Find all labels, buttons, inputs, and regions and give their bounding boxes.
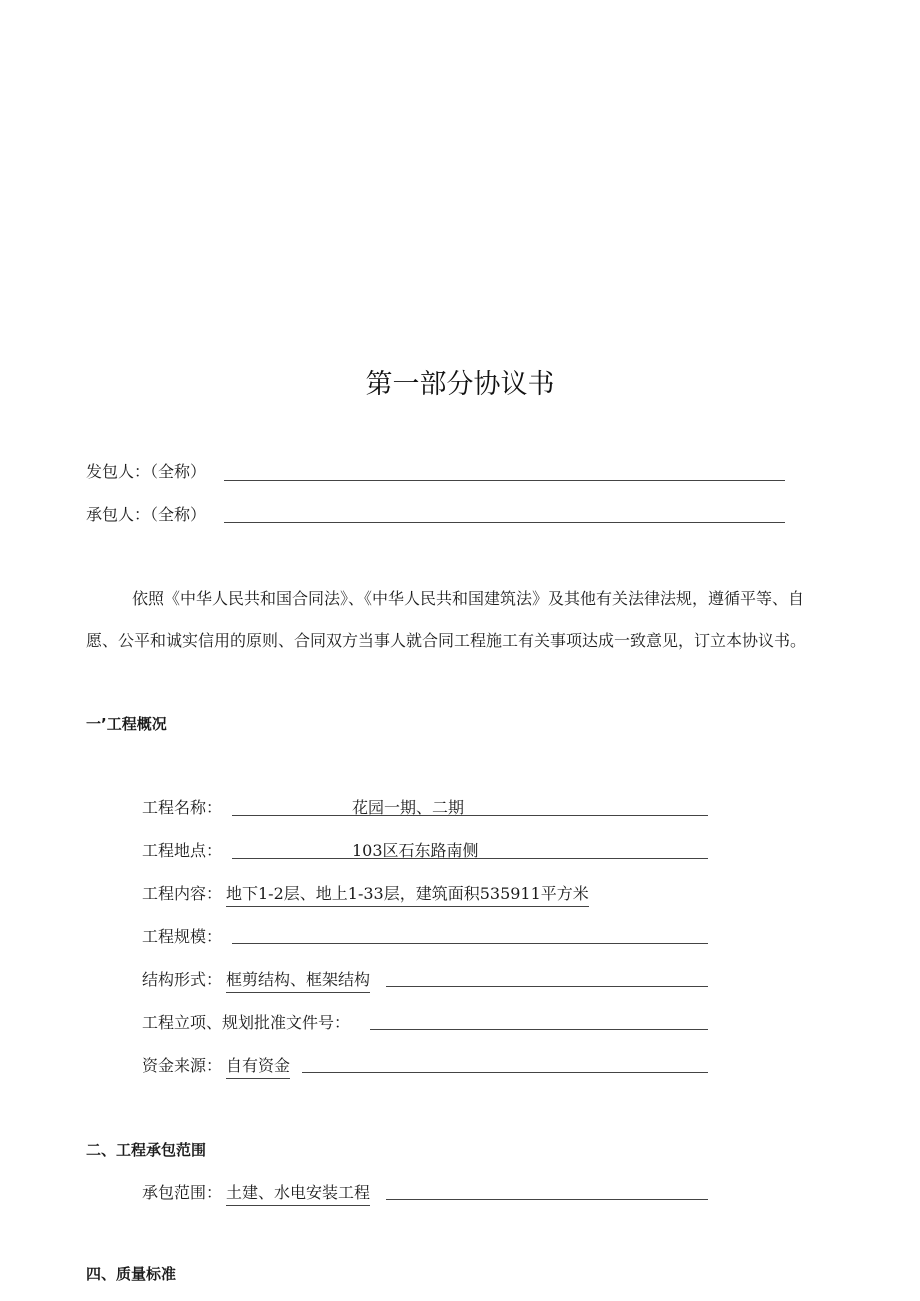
structure-form-label: 结构形式： xyxy=(142,970,223,989)
project-content-label: 工程内容： xyxy=(142,884,223,903)
preamble-line-2: 愿、公平和诚实信用的原则、合同双方当事人就合同工程施工有关事项达成一致意见，订立本协议书。 xyxy=(86,631,807,650)
employer-fill-line xyxy=(224,480,785,481)
funding-source-line xyxy=(302,1072,708,1073)
section-heading-quality-standard: 四、质量标准 xyxy=(86,1265,177,1283)
scope-line xyxy=(386,1199,708,1200)
preamble-line-1: 依照《中华人民共和国合同法》、《中华人民共和国建筑法》及其他有关法律法规，遵循平等、自 xyxy=(132,589,805,608)
funding-source-value: 自有资金 xyxy=(226,1055,290,1079)
page-title: 第一部分协议书 xyxy=(365,369,555,400)
employer-label: 发包人：（全称） xyxy=(86,462,207,481)
project-scale-line xyxy=(232,943,708,944)
section-heading-project-overview: 一’工程概况 xyxy=(86,715,167,733)
structure-form-line xyxy=(386,986,708,987)
project-location-value: 103区石东路南侧 xyxy=(352,841,479,860)
approval-doc-label: 工程立项、规划批准文件号： xyxy=(142,1013,351,1032)
project-location-label: 工程地点： xyxy=(142,841,223,860)
funding-source-label: 资金来源： xyxy=(142,1056,223,1075)
project-name-value: 花园一期、二期 xyxy=(352,798,465,817)
project-scale-label: 工程规模： xyxy=(142,927,223,946)
section-heading-contract-scope: 二、工程承包范围 xyxy=(86,1141,207,1159)
structure-form-value: 框剪结构、框架结构 xyxy=(226,969,370,993)
contractor-fill-line xyxy=(224,522,785,523)
project-content-value: 地下1-2层、地上1-33层，建筑面积535911平方米 xyxy=(226,883,589,907)
approval-doc-line xyxy=(370,1029,708,1030)
contractor-label: 承包人：（全称） xyxy=(86,505,207,524)
scope-value: 土建、水电安装工程 xyxy=(226,1182,370,1206)
project-name-line xyxy=(232,815,708,816)
scope-label: 承包范围： xyxy=(142,1183,223,1202)
project-name-label: 工程名称： xyxy=(142,798,223,817)
